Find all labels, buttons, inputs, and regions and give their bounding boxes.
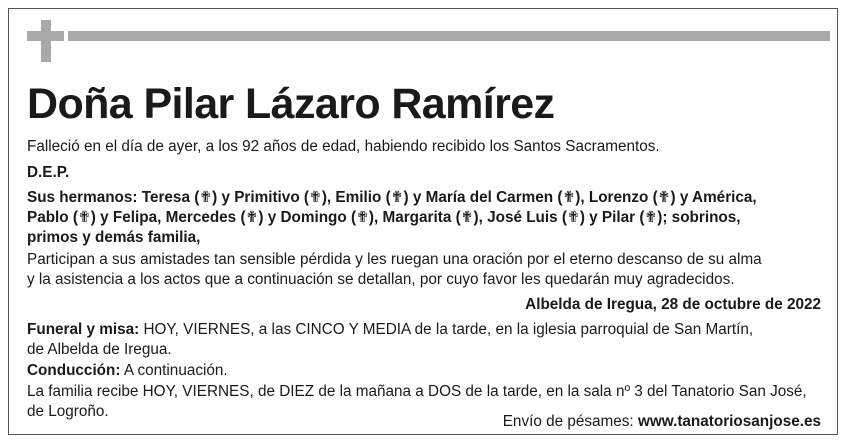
funeral-text: HOY, VIERNES, a las CINCO Y MEDIA de la tarde, en la iglesia parroquial de San Martín, (139, 321, 754, 338)
deceased-name: Doña Pilar Lázaro Ramírez (27, 80, 555, 128)
death-announcement: Falleció en el día de ayer, a los 92 años de edad, habiendo recibido los Santos Sacramentos. (27, 138, 660, 155)
family-line: primos y demás familia, (27, 229, 201, 246)
funeral-info (27, 320, 827, 360)
conduccion-label: Conducción: (27, 362, 121, 379)
place-date: Albelda de Iregua, 28 de octubre de 2022 (525, 296, 821, 313)
conduccion-text: A continuación. (120, 362, 228, 379)
latin-cross-icon (41, 20, 51, 62)
family-receives-line: de Logroño. (27, 403, 109, 420)
latin-cross-icon-bar (27, 31, 64, 41)
condolences-link[interactable]: www.tanatoriosanjose.es (637, 413, 821, 430)
request-paragraph (27, 250, 827, 290)
family-line: Pablo (✟) y Felipa, Mercedes (✟) y Domingo (✟), Margarita (✟), José Luis (✟) y Pilar (✟); sobrinos, (27, 209, 741, 226)
condolences (503, 412, 821, 432)
request-line: Participan a sus amistades tan sensible pérdida y les ruegan una oración por el eterno descanso de su alma (27, 251, 762, 268)
family-line: Sus hermanos: Teresa (✟) y Primitivo (✟), Emilio (✟) y María del Carmen (✟), Lorenzo (✟) y América, (27, 189, 757, 206)
conduccion-info (27, 361, 827, 381)
dep: D.E.P. (27, 164, 70, 181)
header-rule (68, 31, 830, 41)
funeral-label: Funeral y misa: (27, 321, 140, 338)
condolences-label: Envío de pésames: (502, 413, 638, 430)
funeral-text-cont: de Albelda de Iregua. (27, 341, 172, 358)
family-receives-line: La familia recibe HOY, VIERNES, de DIEZ de la mañana a DOS de la tarde, en la sala nº 3 del Tanatorio San José, (27, 383, 807, 400)
family-list (27, 188, 827, 248)
request-line: y la asistencia a los actos que a continuación se detallan, por cuyo favor les quedarán muy agradecidos. (27, 271, 735, 288)
